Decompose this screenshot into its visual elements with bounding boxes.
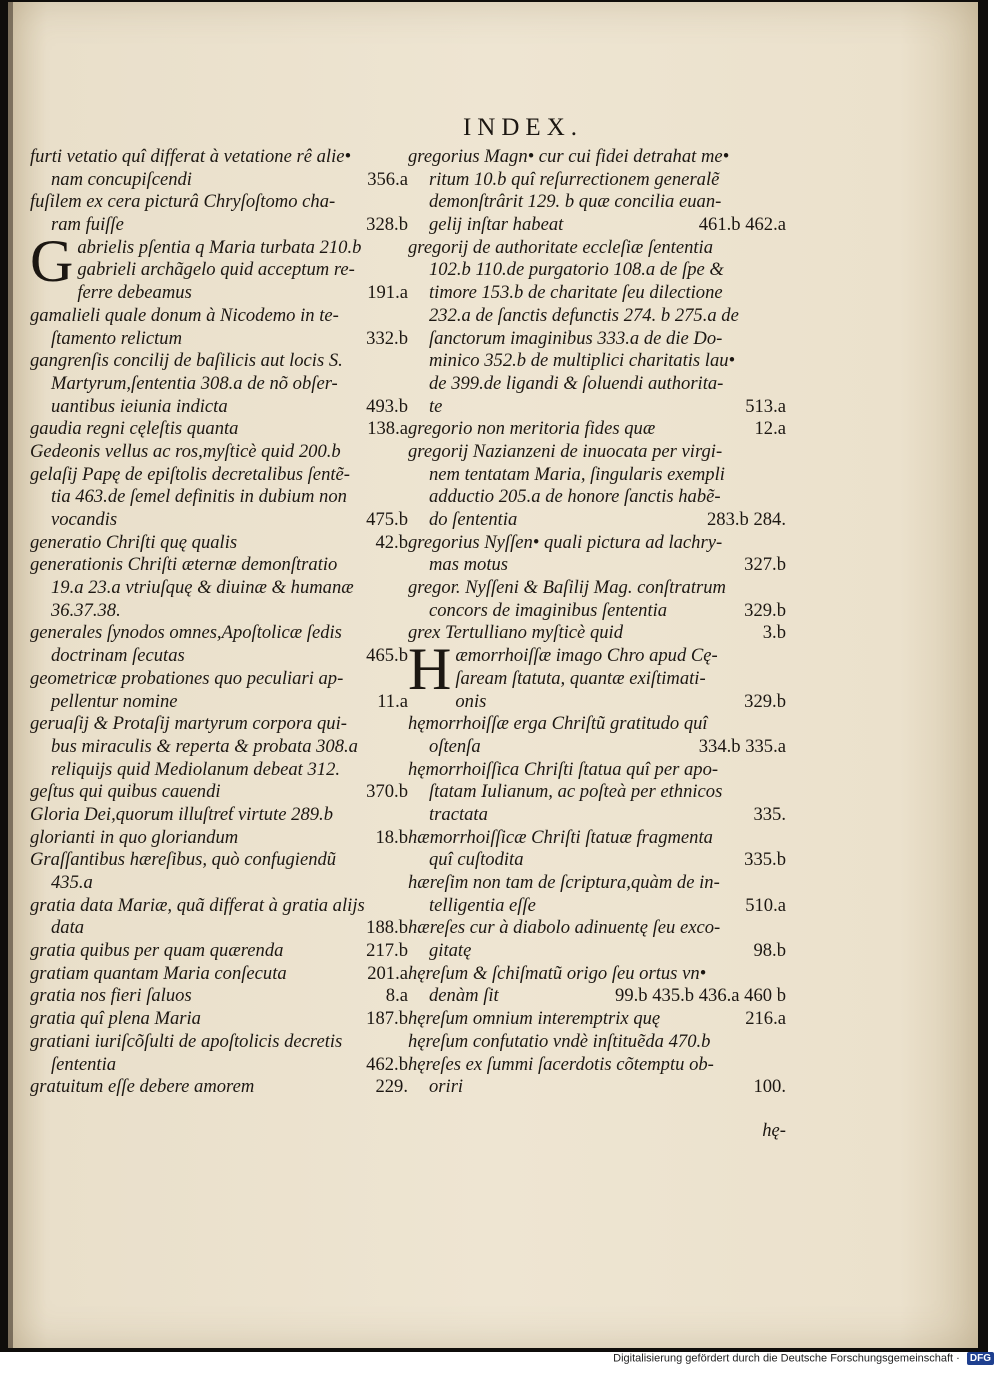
entry-text: tia 463.de ſemel definitis in dubium non [51,486,347,508]
entry-text: abrielis pſentia q Maria turbata 210.b [77,236,362,258]
index-entry-line [408,872,786,895]
entry-text: 435.a [51,872,93,893]
entry-text: gitatę [429,940,472,962]
index-entry-line [408,895,786,918]
index-entry-line [30,713,408,736]
page-reference: 187.b [366,1008,408,1030]
index-entry-line [30,1008,408,1031]
index-entry-line [408,1054,786,1077]
entry-text: Gedeonis vellus ac ros,myſticè quid 200.b [30,440,341,462]
index-entry-line [408,622,786,645]
entry-text: æmorrhoiſſæ imago Chro apud Cę- [455,645,718,667]
entry-text: uantibus ieiunia indicta [51,395,228,417]
index-entry-line [408,600,786,623]
entry-text: adductio 205.a de honore ſanctis habẽ- [429,486,721,508]
index-entry-line [408,259,786,282]
page-reference: 216.a [745,1008,786,1030]
index-entry-line [30,396,408,419]
index-entry-line [30,509,408,532]
entry-text: 19.a 23.a vtriuſquę & diuinæ & humanæ [51,577,354,599]
index-entry-line [408,713,786,736]
index-entry-line [408,509,786,532]
index-entry-line [408,781,786,804]
index-entry-line [408,804,786,827]
index-entry-line [30,1031,408,1054]
page-reference: 510.a [745,894,786,916]
entry-text: do ſententia [429,509,518,530]
page-reference: 229. [375,1076,408,1098]
index-entry-line [30,282,408,305]
entry-text: reliquijs quid Mediolanum debeat 312. [51,758,341,780]
entry-text: hæreſim non tam de ſcriptura,quàm de in- [408,872,720,893]
index-entry-line [408,849,786,872]
index-entry-line [408,214,786,237]
entry-text: gratiam quantam Maria conſecuta [30,962,287,984]
entry-text: ſententia [51,1053,117,1075]
index-entry-line [30,214,408,237]
index-entry-line [408,1076,786,1099]
index-entry-line [30,169,408,192]
index-entry-line [30,827,408,850]
page-reference: 465.b [366,645,408,667]
page-reference: 98.b [753,940,786,962]
page-reference: 191.a [367,282,408,304]
index-entry-line [408,577,786,600]
index-entry-line [408,418,786,441]
entry-text: gregorius Nyſſen• quali pictura ad lachry- [408,531,723,553]
page-reference: 332.b [366,327,408,349]
entry-text: generatio Chriſti quę qualis [30,531,238,553]
entry-text: data [51,917,85,939]
page-reference: 138.a [367,418,408,440]
index-entry-line [30,895,408,918]
page-reference: 329.b [744,599,786,621]
index-entry-line [408,373,786,396]
entry-text: nam concupiſcendi [51,168,192,190]
entry-text: ſanctorum imaginibus 333.a de die Do- [429,327,723,349]
entry-text: hęmorrhoiſſæ erga Chriſtũ gratitudo quî [408,713,708,735]
page-reference: 475.b [366,509,408,530]
index-entry-line [30,441,408,464]
index-entry-line [408,668,786,691]
index-entry-line [408,759,786,782]
page-reference: 12.a [754,418,786,440]
entry-text: gregorio non meritoria fides quæ [408,418,656,440]
entry-text: hęreſum & ſchiſmatũ origo ſeu ortus vn• [408,962,707,984]
page-reference: 100. [753,1076,786,1098]
index-entry-line [30,645,408,668]
entry-text: gregorij Nazianzeni de inuocata per virgi- [408,440,723,462]
index-entry-line [30,1054,408,1077]
entry-text: geruaſij & Protaſij martyrum corpora qui- [30,713,347,735]
index-entry-line [30,691,408,714]
entry-text: gratia data Mariæ, quã differat à gratia alijs [30,894,365,916]
entry-text: demonſtrârit 129. b quæ concilia euan- [429,191,722,213]
index-entry-line [30,305,408,328]
index-entry-line [30,486,408,509]
index-entry-line [30,350,408,373]
index-entry-line [30,577,408,600]
entry-text: oriri [429,1076,464,1098]
page-reference: 8.a [385,985,408,1007]
entry-text: hæreſes cur à diabolo adinuentę ſeu exco- [408,917,721,939]
page-reference: 42.b [375,531,408,553]
entry-text: ram fuiſſe [51,214,124,236]
index-entry-line [30,963,408,986]
index-entry-line [408,736,786,759]
entry-text: denàm ſit [429,985,499,1007]
index-entry-line [408,554,786,577]
entry-text: quî cuſtodita [429,849,524,871]
index-entry-line [30,759,408,782]
page-reference: 201.a [367,962,408,984]
page-reference: 356.a [367,168,408,190]
entry-text: glorianti in quo gloriandum [30,826,239,848]
index-entry-line [408,441,786,464]
index-entry-line [408,985,786,1008]
index-entry-line [408,963,786,986]
entry-text: pellentur nomine [51,690,178,712]
index-entry-line [408,827,786,850]
page-reference: 283.b 284. [706,509,786,530]
page-reference: 462.b [366,1053,408,1075]
index-entry-line [30,191,408,214]
entry-text: onis [455,690,487,712]
page-reference: 18.b [375,826,408,848]
index-entry-line [30,940,408,963]
digitization-footer: Digitalisierung gefördert durch die Deutsche Forschungsgemeinschaft · DFG [0,1352,1000,1370]
entry-text: hęreſes ex ſummi ſacerdotis cõtemptu ob- [408,1053,714,1075]
page-reference: 11.a [377,690,408,712]
index-entry-line [408,146,786,169]
index-entry-line [408,464,786,487]
entry-text: grex Tertulliano myſticè quid [408,622,624,644]
entry-text: ſtamento relictum [51,327,182,349]
index-entry-line [30,600,408,623]
entry-text: concors de imaginibus ſententia [429,599,668,621]
page-reference: 329.b [744,690,786,712]
entry-text: generales ſynodos omnes,Apoſtolicæ ſedis [30,622,342,644]
index-entry-line [408,917,786,940]
index-entry-line [408,237,786,260]
book-page [8,2,978,1348]
entry-text: ſaream ſtatuta, quantæ exiſtimati- [455,667,706,689]
page-reference: 217.b [366,940,408,962]
page-reference: 188.b [366,917,408,939]
entry-text: gelaſij Papę de epiſtolis decretalibus ſentẽ- [30,463,350,485]
entry-text: telligentia eſſe [429,894,536,916]
index-column-left [30,146,408,1099]
entry-text: Gloria Dei,quorum illuſtreƭ virtute 289.b [30,803,333,825]
index-entry-line [408,532,786,555]
entry-text: de 399.de ligandi & ſoluendi authorita- [429,372,724,394]
entry-text: gregor. Nyſſeni & Baſilij Mag. conſtratrum [408,577,726,599]
index-entry-line [30,622,408,645]
entry-text: Graſſantibus hæreſibus, quò confugiendũ [30,849,337,871]
page-reference: 461.b 462.a [698,214,786,236]
index-entry-line [408,396,786,419]
entry-text: nem tentatam Maria, ſingularis exempli [429,463,725,485]
index-entry-line [408,940,786,963]
index-entry-line [30,736,408,759]
entry-text: bus miraculis & reperta & probata 308.a [51,735,358,757]
entry-text: te [429,395,443,417]
entry-text: ferre debeamus [77,282,192,304]
page-reference: 335.b [744,849,786,871]
entry-text: hęmorrhoiſſica Chriſti ſtatua quî per apo- [408,758,719,780]
entry-text: gratia nos fieri ſaluos [30,985,192,1007]
drop-capital: H [408,636,452,703]
binding-edge [8,2,13,1348]
page-reference: 3.b [762,622,786,644]
entry-text: geſtus qui quibus cauendi [30,781,221,803]
page-reference: 370.b [366,781,408,803]
index-entry-line [408,305,786,328]
index-entry-line [30,1076,408,1099]
index-entry-line [30,849,408,872]
page-reference: 513.a [745,395,786,417]
dfg-logo: DFG [967,1352,994,1365]
page-reference: 327.b [744,554,786,576]
index-entry-line [30,872,408,895]
entry-text: gratia quibus per quam quærenda [30,940,284,962]
index-entry-line [408,691,786,714]
index-entry-line [30,985,408,1008]
index-entry-line [30,781,408,804]
index-entry-line [30,532,408,555]
entry-text: gaudia regni cęleſtis quanta [30,418,239,440]
entry-text: timore 153.b de charitate ſeu dilectione [429,282,723,304]
index-entry-line [408,1008,786,1031]
index-entry-line [408,191,786,214]
page-reference: 493.b [366,395,408,417]
entry-text: gamalieli quale donum à Nicodemo in te- [30,304,339,326]
index-column-right [408,146,786,1099]
index-entry-line [30,917,408,940]
entry-text: generationis Chriſti æternæ demonſtratio [30,554,338,576]
entry-text: 232.a de ſanctis defunctis 274. b 275.a de [429,304,739,326]
entry-text: 36.37.38. [51,599,121,621]
index-entry-line [408,1031,786,1054]
entry-text: furti vetatio quî differat à vetatione rê alie• [30,146,351,167]
entry-text: doctrinam ſecutas [51,645,185,667]
entry-text: gabrieli archãgelo quid acceptum re- [77,259,355,281]
entry-text: oſtenſa [429,735,481,757]
entry-text: hæmorrhoiſſicæ Chriſti ſtatuæ fragmenta [408,826,713,848]
index-entry-line [30,418,408,441]
entry-text: gregorij de authoritate eccleſiæ ſententia [408,236,714,258]
page-title: INDEX. [462,114,583,141]
entry-text: ſtatam Iulianum, ac poſteà per ethnicos [429,781,723,803]
catchword: hę- [762,1120,786,1141]
entry-text: gelij inſtar habeat [429,214,564,236]
entry-text: hęreſum omnium interemptrix quę [408,1008,661,1030]
footer-credit-text: Digitalisierung gefördert durch die Deutsche Forschungsgemeinschaft [613,1352,954,1365]
entry-text: gregorius Magn• cur cui fidei detrahat me• [408,146,730,167]
entry-text: mas motus [429,554,509,576]
index-entry-line [30,804,408,827]
page-reference: 334.b 335.a [698,735,786,757]
entry-text: ritum 10.b quî reſurrectionem generalẽ [429,168,720,190]
index-entry-line [30,373,408,396]
index-entry-line [30,668,408,691]
index-entry-line [408,328,786,351]
entry-text: vocandis [51,509,118,530]
index-entry-line [30,554,408,577]
entry-text: minico 352.b de multiplici charitatis lau• [429,350,736,372]
index-entry-line [408,282,786,305]
entry-text: gangrenſis concilij de baſilicis aut locis S. [30,350,343,372]
entry-text: gratuitum eſſe debere amorem [30,1076,255,1098]
entry-text: 102.b 110.de purgatorio 108.a de ſpe & [429,259,724,281]
entry-text: hęreſum confutatio vndè inſtituẽda 470.b [408,1030,711,1052]
drop-capital: G [30,227,74,294]
index-entry-line [408,486,786,509]
index-entry-line [30,464,408,487]
page-reference: 328.b [366,214,408,236]
index-entry-line [408,169,786,192]
page-reference: 99.b 435.b 436.a 460 b [615,985,786,1007]
index-entry-line [408,350,786,373]
index-entry-line [30,146,408,169]
entry-text: gratiani iuriſcõſulti de apoſtolicis decretis [30,1030,343,1052]
entry-text: geometricæ probationes quo peculiari ap- [30,667,344,689]
entry-text: gratia quî plena Maria [30,1008,201,1030]
entry-text: fuſilem ex cera picturâ Chryſoſtomo cha- [30,191,336,213]
entry-text: Martyrum,ſententia 308.a de nõ obſer- [51,372,338,394]
index-entry-line [30,259,408,282]
entry-text: tractata [429,803,488,825]
page-reference: 335. [753,803,786,825]
index-entry-line [30,328,408,351]
